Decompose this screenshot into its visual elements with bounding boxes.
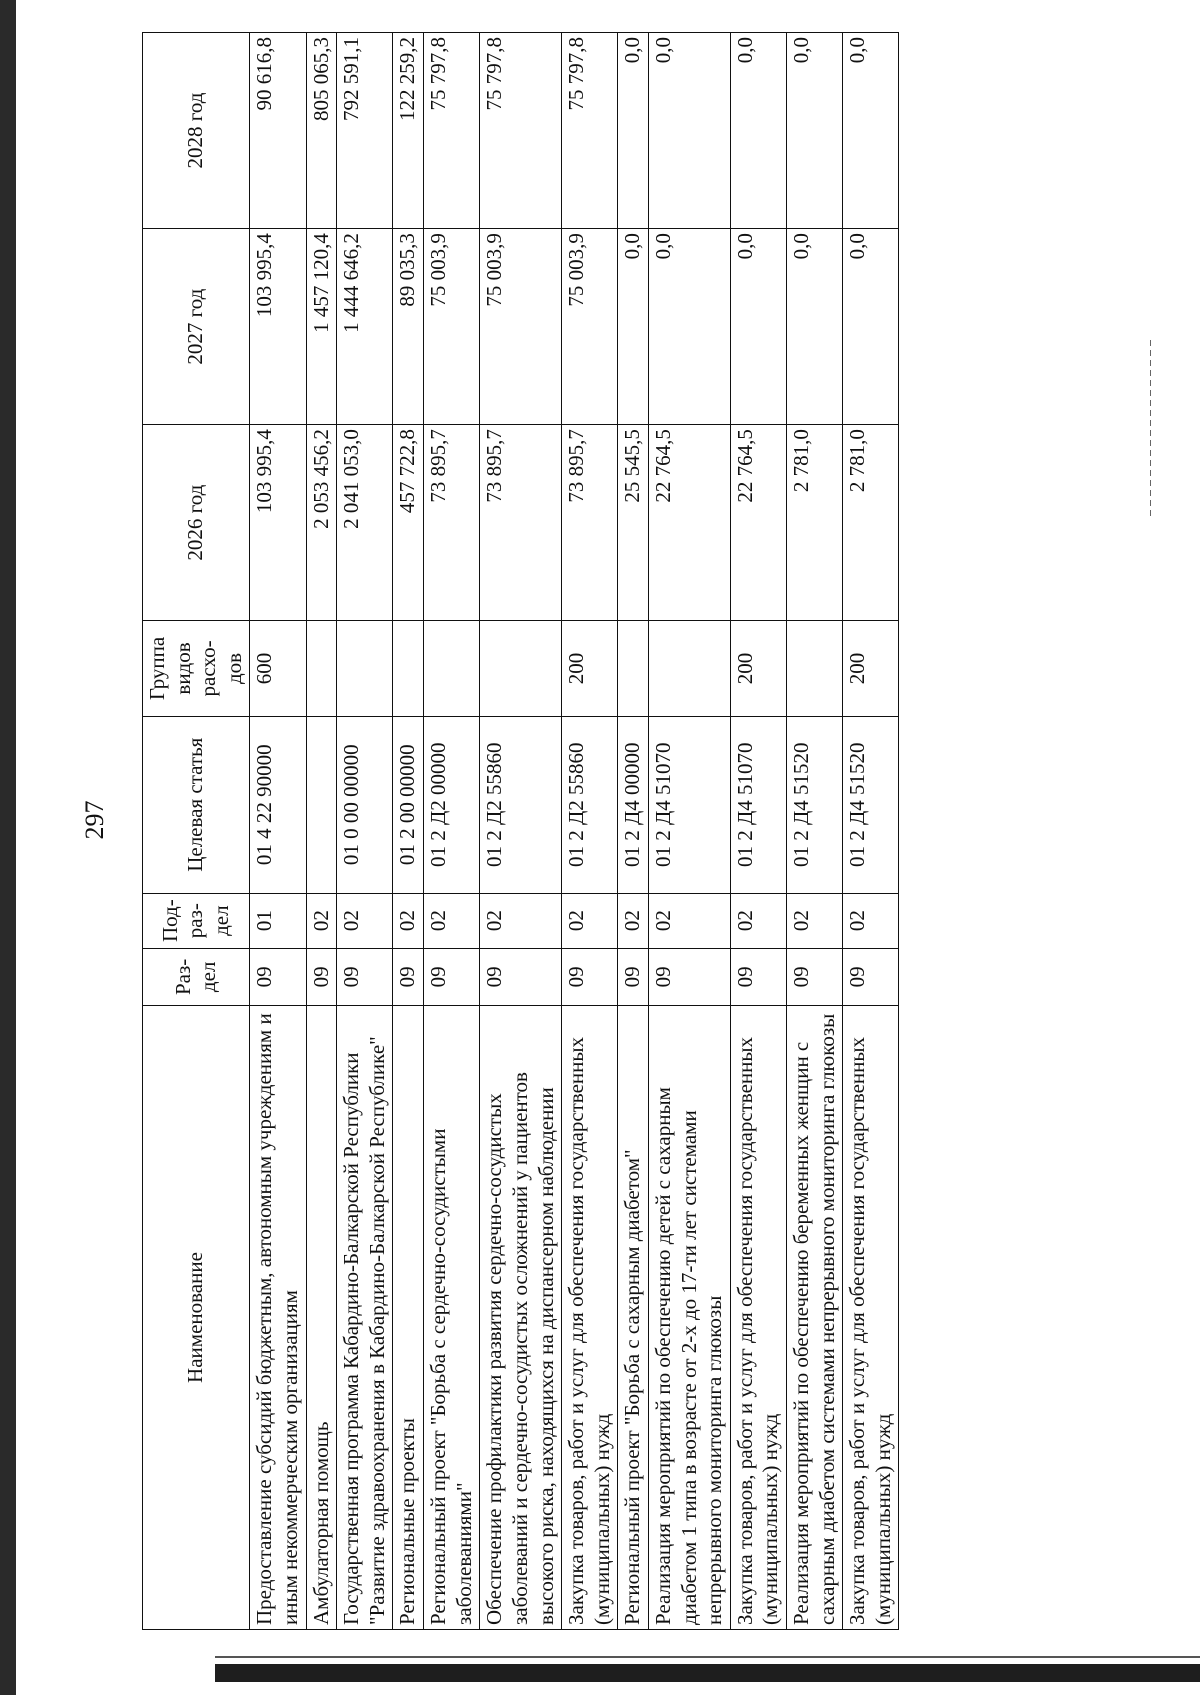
cell-razdel: 09 bbox=[480, 948, 562, 1005]
cell-gruppa bbox=[424, 621, 480, 717]
cell-2028: 75 797,8 bbox=[424, 33, 480, 229]
cell-2027: 1 444 646,2 bbox=[337, 229, 393, 425]
cell-2028: 792 591,1 bbox=[337, 33, 393, 229]
rotated-document-sheet bbox=[80, 10, 1150, 1650]
cell-razdel: 09 bbox=[424, 948, 480, 1005]
cell-name: Закупка товаров, работ и услуг для обеспечения государственных (муниципальных) нужд bbox=[843, 1006, 899, 1630]
cell-name: Региональный проект "Борьба с сердечно-сосудистыми заболеваниями" bbox=[424, 1006, 480, 1630]
table-row bbox=[424, 33, 480, 1630]
cell-gruppa: 600 bbox=[250, 621, 306, 717]
scan-dash-artifact bbox=[1150, 340, 1151, 520]
cell-name: Реализация мероприятий по обеспечению беременных женщин с сахарным диабетом системами непрерывного мониторинга глюкозы bbox=[787, 1006, 843, 1630]
header-razdel: Раз-дел bbox=[143, 948, 250, 1005]
cell-name: Закупка товаров, работ и услуг для обеспечения государственных (муниципальных) нужд bbox=[562, 1006, 618, 1630]
cell-gruppa bbox=[306, 621, 337, 717]
cell-razdel: 09 bbox=[562, 948, 618, 1005]
cell-podrazdel: 02 bbox=[306, 893, 337, 948]
cell-2027: 1 457 120,4 bbox=[306, 229, 337, 425]
cell-2028: 75 797,8 bbox=[562, 33, 618, 229]
cell-2028: 122 259,2 bbox=[393, 33, 424, 229]
cell-gruppa: 200 bbox=[843, 621, 899, 717]
cell-name: Государственная программа Кабардино-Балкарской Республики "Развитие здравоохранения в Кабардино-Балкарской Республике" bbox=[337, 1006, 393, 1630]
table-row bbox=[337, 33, 393, 1630]
table-row bbox=[393, 33, 424, 1630]
cell-2027: 0,0 bbox=[618, 229, 649, 425]
cell-2027: 75 003,9 bbox=[562, 229, 618, 425]
table-row bbox=[730, 33, 786, 1630]
cell-2027: 89 035,3 bbox=[393, 229, 424, 425]
cell-celevaya: 01 2 Д2 00000 bbox=[424, 716, 480, 893]
cell-2026: 2 053 456,2 bbox=[306, 425, 337, 621]
table-header-row bbox=[143, 33, 250, 1630]
cell-celevaya: 01 2 Д4 51070 bbox=[730, 716, 786, 893]
table-row bbox=[648, 33, 730, 1630]
cell-2026: 457 722,8 bbox=[393, 425, 424, 621]
table-row bbox=[618, 33, 649, 1630]
cell-2026: 2 781,0 bbox=[787, 425, 843, 621]
cell-gruppa bbox=[480, 621, 562, 717]
cell-podrazdel: 02 bbox=[787, 893, 843, 948]
cell-razdel: 09 bbox=[393, 948, 424, 1005]
cell-2026: 73 895,7 bbox=[480, 425, 562, 621]
header-celevaya: Целевая статья bbox=[143, 716, 250, 893]
cell-2027: 0,0 bbox=[648, 229, 730, 425]
cell-podrazdel: 02 bbox=[424, 893, 480, 948]
cell-celevaya: 01 0 00 00000 bbox=[337, 716, 393, 893]
cell-2028: 75 797,8 bbox=[480, 33, 562, 229]
cell-razdel: 09 bbox=[337, 948, 393, 1005]
cell-2027: 0,0 bbox=[730, 229, 786, 425]
cell-2028: 0,0 bbox=[648, 33, 730, 229]
cell-2026: 22 764,5 bbox=[730, 425, 786, 621]
cell-2026: 25 545,5 bbox=[618, 425, 649, 621]
cell-2028: 0,0 bbox=[730, 33, 786, 229]
cell-2026: 2 041 053,0 bbox=[337, 425, 393, 621]
scan-bottom-edge bbox=[215, 1664, 1200, 1682]
scan-bottom-line bbox=[215, 1656, 1200, 1658]
cell-2027: 75 003,9 bbox=[480, 229, 562, 425]
cell-name: Региональный проект "Борьба с сахарным диабетом" bbox=[618, 1006, 649, 1630]
cell-name: Закупка товаров, работ и услуг для обеспечения государственных (муниципальных) нужд bbox=[730, 1006, 786, 1630]
cell-gruppa bbox=[393, 621, 424, 717]
header-2027: 2027 год bbox=[143, 229, 250, 425]
cell-name: Амбулаторная помощь bbox=[306, 1006, 337, 1630]
cell-celevaya: 01 2 00 00000 bbox=[393, 716, 424, 893]
table-row bbox=[480, 33, 562, 1630]
cell-podrazdel: 02 bbox=[480, 893, 562, 948]
cell-2027: 0,0 bbox=[787, 229, 843, 425]
cell-2027: 103 995,4 bbox=[250, 229, 306, 425]
cell-gruppa bbox=[648, 621, 730, 717]
table-row bbox=[562, 33, 618, 1630]
cell-2028: 0,0 bbox=[843, 33, 899, 229]
header-podrazdel: Под-раз-дел bbox=[143, 893, 250, 948]
cell-gruppa bbox=[787, 621, 843, 717]
header-2028: 2028 год bbox=[143, 33, 250, 229]
cell-2028: 0,0 bbox=[618, 33, 649, 229]
cell-celevaya: 01 2 Д2 55860 bbox=[562, 716, 618, 893]
cell-2026: 2 781,0 bbox=[843, 425, 899, 621]
cell-gruppa bbox=[337, 621, 393, 717]
cell-celevaya: 01 2 Д4 51520 bbox=[787, 716, 843, 893]
cell-2028: 0,0 bbox=[787, 33, 843, 229]
cell-celevaya: 01 4 22 90000 bbox=[250, 716, 306, 893]
cell-2028: 805 065,3 bbox=[306, 33, 337, 229]
header-2026: 2026 год bbox=[143, 425, 250, 621]
scan-left-edge bbox=[0, 0, 16, 1695]
cell-razdel: 09 bbox=[306, 948, 337, 1005]
cell-podrazdel: 02 bbox=[393, 893, 424, 948]
cell-celevaya: 01 2 Д4 51070 bbox=[648, 716, 730, 893]
page-number: 297 bbox=[80, 800, 109, 840]
cell-2026: 22 764,5 bbox=[648, 425, 730, 621]
cell-celevaya: 01 2 Д2 55860 bbox=[480, 716, 562, 893]
cell-gruppa: 200 bbox=[730, 621, 786, 717]
cell-2027: 0,0 bbox=[843, 229, 899, 425]
table-body bbox=[250, 33, 899, 1630]
header-gruppa: Группа видов расхо-дов bbox=[143, 621, 250, 717]
cell-celevaya bbox=[306, 716, 337, 893]
cell-podrazdel: 02 bbox=[648, 893, 730, 948]
cell-razdel: 09 bbox=[648, 948, 730, 1005]
cell-razdel: 09 bbox=[787, 948, 843, 1005]
table-row bbox=[843, 33, 899, 1630]
header-name: Наименование bbox=[143, 1006, 250, 1630]
cell-2026: 103 995,4 bbox=[250, 425, 306, 621]
budget-table bbox=[142, 32, 899, 1630]
cell-podrazdel: 02 bbox=[562, 893, 618, 948]
cell-2026: 73 895,7 bbox=[424, 425, 480, 621]
cell-celevaya: 01 2 Д4 00000 bbox=[618, 716, 649, 893]
cell-razdel: 09 bbox=[250, 948, 306, 1005]
cell-podrazdel: 02 bbox=[618, 893, 649, 948]
cell-podrazdel: 02 bbox=[843, 893, 899, 948]
cell-gruppa bbox=[618, 621, 649, 717]
cell-gruppa: 200 bbox=[562, 621, 618, 717]
cell-razdel: 09 bbox=[618, 948, 649, 1005]
cell-podrazdel: 01 bbox=[250, 893, 306, 948]
cell-name: Обеспечение профилактики развития сердечно-сосудистых заболеваний и сердечно-сосудистых осложнений у пациентов высокого риска, находящихся на диспансерном наблюдении bbox=[480, 1006, 562, 1630]
cell-2027: 75 003,9 bbox=[424, 229, 480, 425]
table-row bbox=[250, 33, 306, 1630]
cell-name: Предоставление субсидий бюджетным, автономным учреждениям и иным некоммерческим организациям bbox=[250, 1006, 306, 1630]
table-row bbox=[787, 33, 843, 1630]
cell-razdel: 09 bbox=[843, 948, 899, 1005]
table-row bbox=[306, 33, 337, 1630]
cell-name: Региональные проекты bbox=[393, 1006, 424, 1630]
cell-name: Реализация мероприятий по обеспечению детей с сахарным диабетом 1 типа в возрасте от 2-х до 17-ти лет системами непрерывного мониторинга глюкозы bbox=[648, 1006, 730, 1630]
cell-2026: 73 895,7 bbox=[562, 425, 618, 621]
cell-2028: 90 616,8 bbox=[250, 33, 306, 229]
cell-podrazdel: 02 bbox=[337, 893, 393, 948]
cell-celevaya: 01 2 Д4 51520 bbox=[843, 716, 899, 893]
cell-podrazdel: 02 bbox=[730, 893, 786, 948]
cell-razdel: 09 bbox=[730, 948, 786, 1005]
